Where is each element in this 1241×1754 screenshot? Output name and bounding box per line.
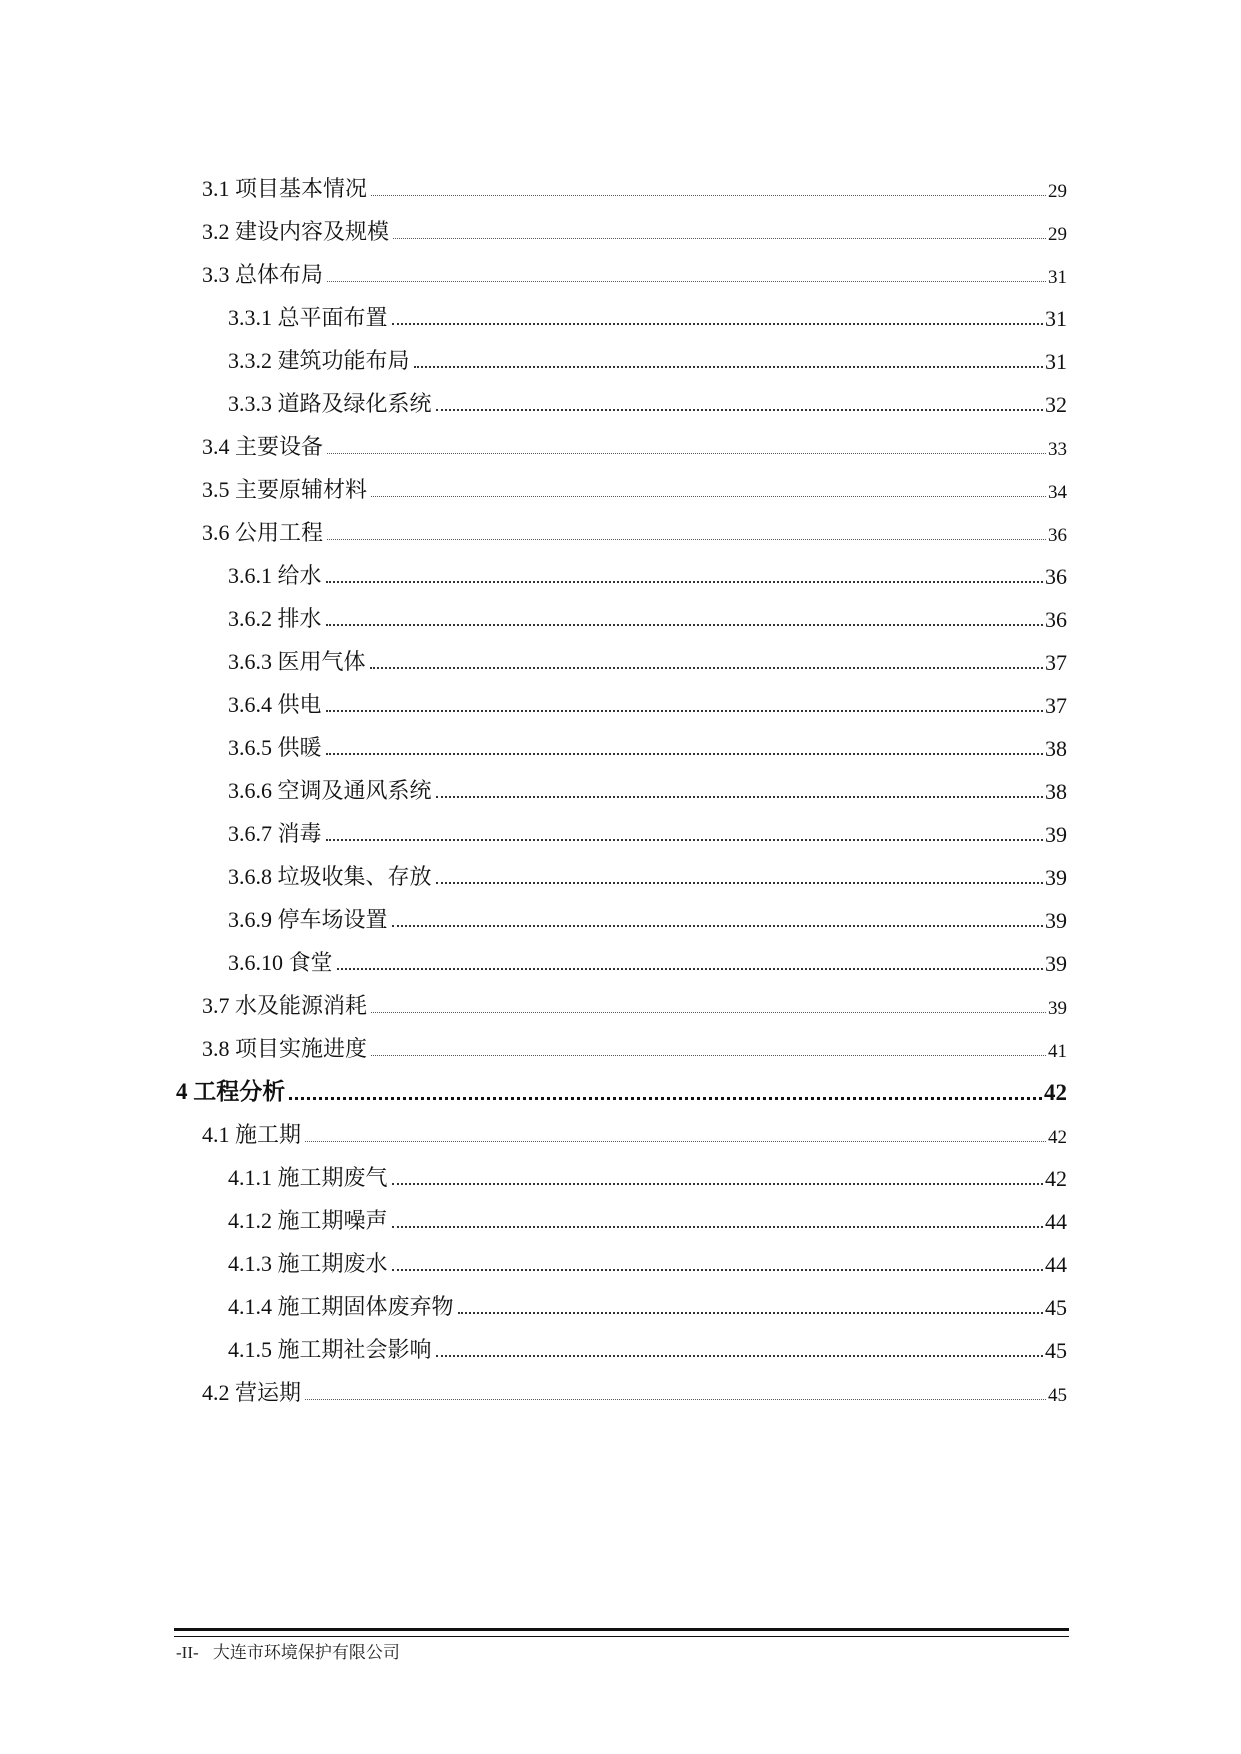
toc-leader-dots — [371, 194, 1046, 196]
toc-entry-page: 45 — [1048, 1385, 1067, 1406]
toc-leader-dots — [392, 1225, 1043, 1228]
toc-entry[interactable] — [202, 1033, 1067, 1063]
toc-entry-label: 3.3.3 道路及绿化系统 — [228, 391, 432, 416]
toc-entry-label: 3.8 项目实施进度 — [202, 1036, 368, 1061]
toc-entry[interactable] — [202, 474, 1067, 504]
toc-entry-label: 3.6.8 垃圾收集、存放 — [228, 864, 432, 889]
toc-entry[interactable] — [228, 388, 1067, 418]
toc-entry[interactable] — [228, 1291, 1067, 1321]
toc-leader-dots — [436, 408, 1043, 411]
toc-leader-dots — [289, 1096, 1042, 1100]
toc-entry-label: 3.6.4 供电 — [228, 692, 322, 717]
toc-entry-label: 4.1.3 施工期废水 — [228, 1251, 388, 1276]
toc-entry[interactable] — [228, 646, 1067, 676]
toc-entry-label: 3.6 公用工程 — [202, 520, 324, 545]
toc-entry[interactable] — [228, 603, 1067, 633]
toc-leader-dots — [393, 237, 1046, 239]
toc-leader-dots — [414, 365, 1043, 368]
toc-entry-page: 45 — [1045, 1295, 1067, 1320]
toc-entry[interactable] — [202, 216, 1067, 246]
toc-entry[interactable] — [228, 1334, 1067, 1364]
toc-entry-page: 36 — [1045, 564, 1067, 589]
toc-entry-label: 4.1.5 施工期社会影响 — [228, 1337, 432, 1362]
toc-entry-label: 3.4 主要设备 — [202, 434, 324, 459]
toc-leader-dots — [327, 280, 1046, 282]
toc-entry-label: 3.6.3 医用气体 — [228, 649, 366, 674]
toc-entry-page: 42 — [1045, 1166, 1067, 1191]
toc-leader-dots — [371, 1054, 1046, 1056]
toc-leader-dots — [305, 1140, 1046, 1142]
toc-entry-label: 3.2 建设内容及规模 — [202, 219, 390, 244]
toc-entry-label: 3.6.2 排水 — [228, 606, 322, 631]
toc-leader-dots — [337, 967, 1043, 970]
toc-entry[interactable] — [202, 1377, 1067, 1407]
toc-entry-page: 39 — [1045, 865, 1067, 890]
toc-entry-page: 44 — [1045, 1252, 1067, 1277]
toc-leader-dots — [327, 452, 1046, 454]
toc-entry[interactable] — [228, 818, 1067, 848]
toc-entry-page: 36 — [1045, 607, 1067, 632]
toc-leader-dots — [326, 580, 1043, 583]
toc-entry-label: 3.3.2 建筑功能布局 — [228, 348, 410, 373]
toc-entry[interactable] — [202, 517, 1067, 547]
toc-entry[interactable] — [228, 560, 1067, 590]
toc-entry[interactable] — [228, 732, 1067, 762]
toc-entry-label: 3.3 总体布局 — [202, 262, 324, 287]
toc-entry-page: 31 — [1045, 349, 1067, 374]
toc-entry-label: 3.5 主要原辅材料 — [202, 477, 368, 502]
toc-leader-dots — [392, 322, 1043, 325]
toc-entry-page: 33 — [1048, 439, 1067, 460]
toc-entry[interactable] — [202, 1119, 1067, 1149]
toc-entry[interactable] — [202, 173, 1067, 203]
toc-entry[interactable] — [202, 259, 1067, 289]
toc-leader-dots — [326, 623, 1043, 626]
toc-entry-page: 37 — [1045, 693, 1067, 718]
toc-entry-page: 31 — [1048, 267, 1067, 288]
toc-leader-dots — [326, 838, 1043, 841]
toc-entry-label: 3.6.10 食堂 — [228, 950, 333, 975]
toc-entry-label: 4 工程分析 — [176, 1079, 286, 1104]
toc-entry-label: 3.3.1 总平面布置 — [228, 305, 388, 330]
toc-leader-dots — [326, 752, 1043, 755]
toc-entry-page: 36 — [1048, 525, 1067, 546]
toc-entry-page: 34 — [1048, 482, 1067, 503]
toc-entry-label: 3.1 项目基本情况 — [202, 176, 368, 201]
toc-entry[interactable] — [228, 904, 1067, 934]
page-footer — [176, 1638, 400, 1663]
toc-entry[interactable] — [228, 861, 1067, 891]
toc-entry-page: 44 — [1045, 1209, 1067, 1234]
toc-leader-dots — [371, 495, 1046, 497]
toc-leader-dots — [392, 1182, 1043, 1185]
toc-entry-page: 37 — [1045, 650, 1067, 675]
toc-entry[interactable] — [202, 990, 1067, 1020]
toc-entry-label: 3.6.7 消毒 — [228, 821, 322, 846]
toc-entry[interactable] — [228, 689, 1067, 719]
toc-entry[interactable] — [228, 947, 1067, 977]
toc-entry[interactable] — [228, 1205, 1067, 1235]
toc-entry-label: 3.7 水及能源消耗 — [202, 993, 368, 1018]
toc-leader-dots — [305, 1398, 1046, 1400]
toc-entry-page: 41 — [1048, 1041, 1067, 1062]
toc-leader-dots — [327, 538, 1046, 540]
toc-entry-page: 31 — [1045, 306, 1067, 331]
toc-entry-label: 3.6.6 空调及通风系统 — [228, 778, 432, 803]
toc-entry[interactable] — [176, 1076, 1067, 1106]
toc-entry-page: 42 — [1044, 1080, 1067, 1105]
toc-entry[interactable] — [202, 431, 1067, 461]
toc-entry-label: 3.6.5 供暖 — [228, 735, 322, 760]
toc-leader-dots — [392, 924, 1043, 927]
toc-entry-page: 39 — [1048, 998, 1067, 1019]
company-name: 大连市环境保护有限公司 — [212, 1643, 400, 1662]
toc-entry-page: 29 — [1048, 181, 1067, 202]
toc-entry-label: 4.1.2 施工期噪声 — [228, 1208, 388, 1233]
toc-entry-label: 3.6.1 给水 — [228, 563, 322, 588]
toc-entry-page: 38 — [1045, 736, 1067, 761]
toc-entry-page: 39 — [1045, 908, 1067, 933]
footer-divider — [174, 1628, 1069, 1637]
toc-leader-dots — [371, 1011, 1046, 1013]
toc-entry-page: 45 — [1045, 1338, 1067, 1363]
toc-entry-label: 4.1.1 施工期废气 — [228, 1165, 388, 1190]
toc-leader-dots — [370, 666, 1043, 669]
toc-leader-dots — [392, 1268, 1043, 1271]
toc-entry-label: 4.1.4 施工期固体废弃物 — [228, 1294, 454, 1319]
toc-entry[interactable] — [228, 302, 1067, 332]
toc-entry-page: 29 — [1048, 224, 1067, 245]
toc-entry[interactable] — [228, 1248, 1067, 1278]
toc-leader-dots — [458, 1311, 1043, 1314]
toc-entry[interactable] — [228, 1162, 1067, 1192]
toc-entry-page: 32 — [1045, 392, 1067, 417]
toc-entry-label: 3.6.9 停车场设置 — [228, 907, 388, 932]
toc-leader-dots — [436, 1354, 1043, 1357]
toc-entry-page: 39 — [1045, 951, 1067, 976]
toc-leader-dots — [436, 881, 1043, 884]
toc-entry-label: 4.1 施工期 — [202, 1122, 302, 1147]
toc-entry[interactable] — [228, 775, 1067, 805]
toc-entry[interactable] — [228, 345, 1067, 375]
toc-leader-dots — [436, 795, 1043, 798]
toc-entry-page: 42 — [1048, 1127, 1067, 1148]
page-number: -II- — [176, 1643, 199, 1662]
toc-leader-dots — [326, 709, 1043, 712]
toc-entry-label: 4.2 营运期 — [202, 1380, 302, 1405]
toc-entry-page: 38 — [1045, 779, 1067, 804]
toc-entry-page: 39 — [1045, 822, 1067, 847]
